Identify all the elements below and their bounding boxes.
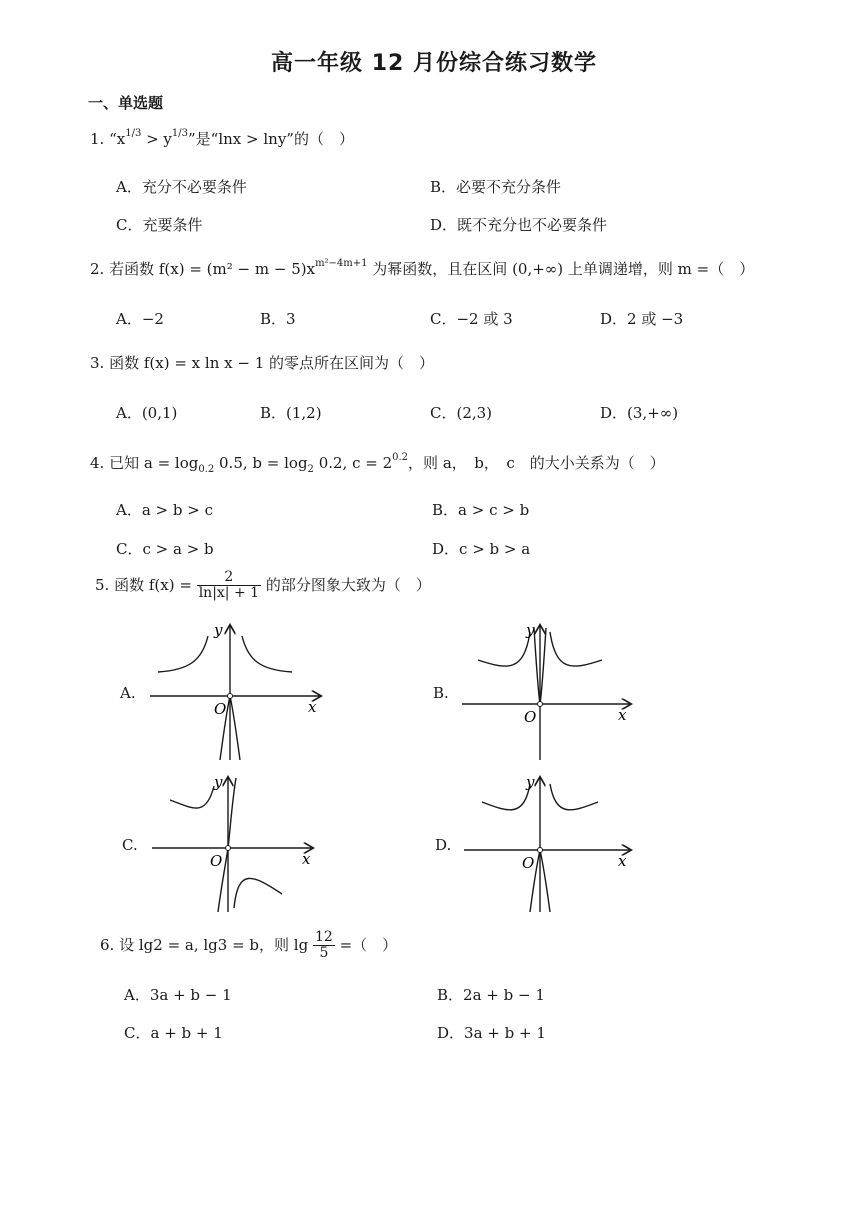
x-axis-label: x xyxy=(618,706,627,724)
option-c[interactable]: C．a + b + 1 xyxy=(124,1024,223,1042)
option-b[interactable]: B．必要不充分条件 xyxy=(430,178,562,196)
option-b[interactable]: B．(1,2) xyxy=(260,404,322,422)
question-stem-part: 的部分图象大致为（ ） xyxy=(265,575,431,594)
option-a-label[interactable]: A. xyxy=(120,684,136,702)
x-axis-label: x xyxy=(308,698,317,716)
origin-label: O xyxy=(214,700,227,718)
question-5 xyxy=(95,570,431,602)
origin-point xyxy=(538,848,543,853)
option-d[interactable]: D．(3,+∞) xyxy=(600,404,679,422)
fraction-numerator: 2 xyxy=(197,570,261,586)
curve xyxy=(170,786,214,808)
origin-label: O xyxy=(524,708,537,726)
option-b[interactable]: B．a > c > b xyxy=(432,501,530,519)
graph-d xyxy=(464,772,644,917)
fraction xyxy=(197,570,261,602)
origin-label: O xyxy=(522,854,535,872)
question-stem-part: > y xyxy=(141,130,172,148)
origin-point xyxy=(538,702,543,707)
fraction xyxy=(313,930,335,962)
question-stem-part: “x xyxy=(109,130,126,148)
curve xyxy=(550,784,598,810)
x-axis-label: x xyxy=(618,852,627,870)
origin-label: O xyxy=(210,852,223,870)
option-a[interactable]: A．−2 xyxy=(116,310,164,328)
graph-b xyxy=(462,620,642,765)
question-stem-part: ”是“lnx > lny”的（ ） xyxy=(188,130,354,148)
question-stem-part: ，则 a， b， c 的大小关系为（ ） xyxy=(408,454,665,472)
option-d[interactable]: D．既不充分也不必要条件 xyxy=(430,216,608,234)
question-1 xyxy=(90,128,354,149)
option-c[interactable]: C．(2,3) xyxy=(430,404,493,422)
question-stem-part: =（ ） xyxy=(339,935,398,954)
question-number: 1. xyxy=(90,130,105,148)
subscript: 0.2 xyxy=(198,464,215,475)
curve xyxy=(218,778,236,912)
y-axis-label: y xyxy=(526,621,535,639)
y-axis-label: y xyxy=(214,773,223,791)
question-3 xyxy=(90,352,434,373)
y-axis-label: y xyxy=(526,773,535,791)
exponent: 1/3 xyxy=(171,128,189,139)
question-stem: 函数 f(x) = x ln x − 1 的零点所在区间为（ ） xyxy=(109,354,435,372)
curve xyxy=(478,632,530,666)
question-number: 4. xyxy=(90,454,105,472)
question-stem-part: 若函数 f(x) = (m² − m − 5)x xyxy=(109,260,316,278)
x-axis-label: x xyxy=(302,850,311,868)
question-number: 6. xyxy=(100,935,115,954)
exponent: 0.2 xyxy=(392,452,409,463)
curve xyxy=(234,878,282,908)
question-stem-part: 0.5, b = log xyxy=(214,454,308,472)
option-a[interactable]: A．(0,1) xyxy=(116,404,178,422)
option-d-label[interactable]: D. xyxy=(435,836,452,854)
question-4 xyxy=(90,452,665,475)
option-d[interactable]: D．c > b > a xyxy=(432,540,531,558)
origin-point xyxy=(226,846,231,851)
question-number: 3. xyxy=(90,354,105,372)
option-d[interactable]: D．2 或 −3 xyxy=(600,310,684,328)
curve xyxy=(158,636,208,672)
option-d[interactable]: D．3a + b + 1 xyxy=(437,1024,546,1042)
option-c[interactable]: C．c > a > b xyxy=(116,540,214,558)
curve xyxy=(482,784,530,810)
curve xyxy=(242,636,292,672)
fraction-numerator: 12 xyxy=(315,929,333,945)
option-c[interactable]: C．充要条件 xyxy=(116,216,203,234)
exponent: 1/3 xyxy=(125,128,142,139)
question-stem-part: 函数 f(x) = xyxy=(114,575,192,594)
question-stem-part: 设 lg2 = a, lg3 = b，则 lg xyxy=(119,935,309,954)
question-number: 2. xyxy=(90,260,105,278)
option-a[interactable]: A．3a + b − 1 xyxy=(124,986,232,1004)
graph-a xyxy=(150,620,330,765)
page-title: 高一年级 12 月份综合练习数学 xyxy=(271,51,597,76)
curve xyxy=(550,632,602,666)
option-b[interactable]: B．3 xyxy=(260,310,296,328)
option-b[interactable]: B．2a + b − 1 xyxy=(437,986,545,1004)
option-b-label[interactable]: B. xyxy=(433,684,449,702)
fraction-denominator: ln|x| + 1 xyxy=(198,585,260,602)
question-stem-part: 为幂函数，且在区间 (0,+∞) 上单调递增，则 m =（ ） xyxy=(367,260,755,278)
exponent: m²−4m+1 xyxy=(315,258,368,269)
question-stem-part: 已知 a = log xyxy=(109,454,199,472)
origin-point xyxy=(228,694,233,699)
graph-c xyxy=(152,772,332,917)
question-number: 5. xyxy=(95,575,110,594)
option-a[interactable]: A．充分不必要条件 xyxy=(116,178,247,196)
question-2 xyxy=(90,258,754,279)
question-6 xyxy=(100,930,397,962)
section-heading: 一、单选题 xyxy=(88,94,164,112)
fraction-denominator: 5 xyxy=(319,945,329,962)
subscript: 2 xyxy=(307,464,314,475)
y-axis-label: y xyxy=(214,621,223,639)
option-c-label[interactable]: C. xyxy=(122,836,138,854)
question-stem-part: 0.2, c = 2 xyxy=(313,454,393,472)
option-a[interactable]: A．a > b > c xyxy=(116,501,213,519)
option-c[interactable]: C．−2 或 3 xyxy=(430,310,513,328)
